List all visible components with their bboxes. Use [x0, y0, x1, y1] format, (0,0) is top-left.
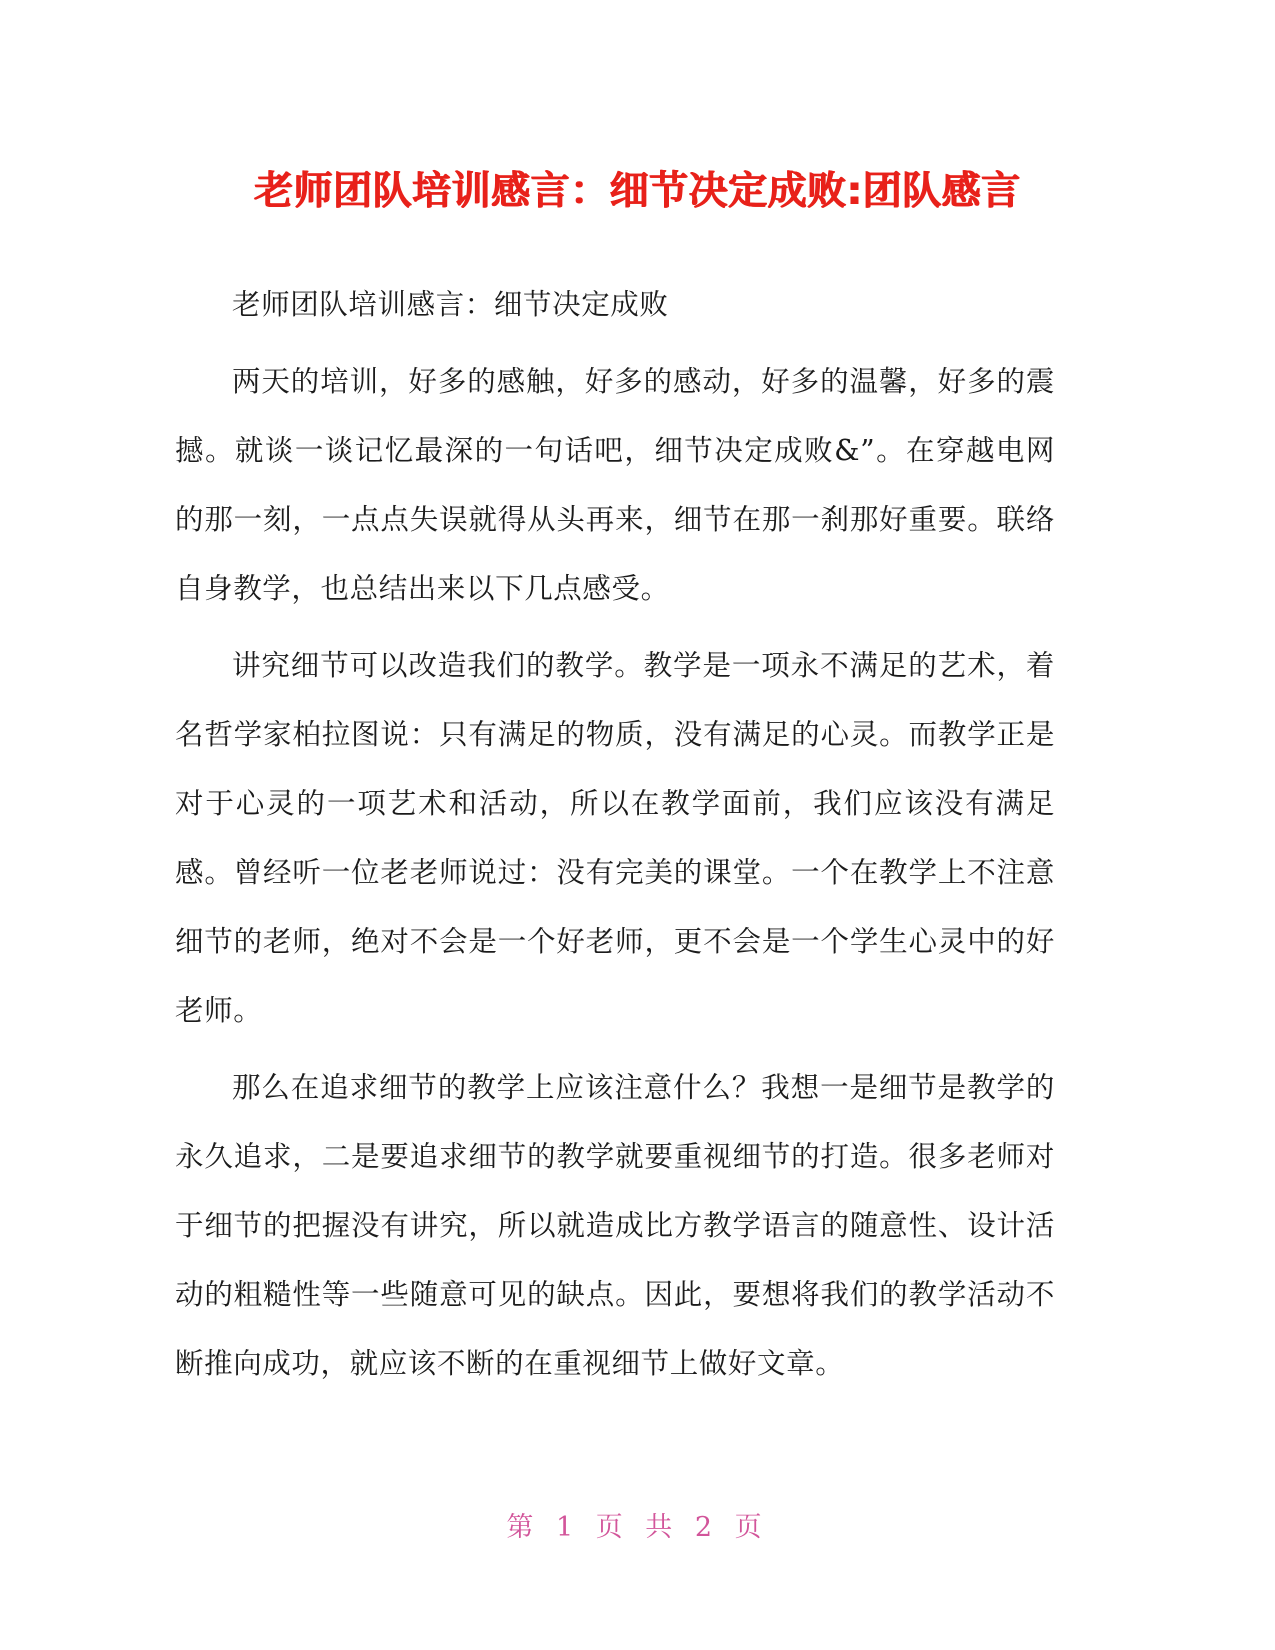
page-title: 老师团队培训感言：细节决定成败:团队感言	[254, 169, 1021, 215]
document-body	[175, 270, 1055, 1398]
body-paragraph: 那么在追求细节的教学上应该注意什么？我想一是细节是教学的永久追求，二是要追求细节的教学就要重视细节的打造。很多老师对于细节的把握没有讲究，所以就造成比方教学语言的随意性、设计活动的粗糙性等一些随意可见的缺点。因此，要想将我们的教学活动不断推向成功，就应该不断的在重视细节上做好文章。	[175, 1071, 1055, 1380]
body-paragraph: 老师团队培训感言：细节决定成败	[232, 288, 669, 321]
page-footer	[0, 1505, 1275, 1544]
body-paragraph: 讲究细节可以改造我们的教学。教学是一项永不满足的艺术，着名哲学家柏拉图说：只有满足的物质，没有满足的心灵。而教学正是对于心灵的一项艺术和活动，所以在教学面前，我们应该没有满足感。曾经听一位老老师说过：没有完美的课堂。一个在教学上不注意细节的老师，绝对不会是一个好老师，更不会是一个学生心灵中的好老师。	[175, 649, 1055, 1027]
body-paragraph: 两天的培训，好多的感触，好多的感动，好多的温馨，好多的震撼。就谈一谈记忆最深的一句话吧，细节决定成败&”。在穿越电网的那一刻，一点点失误就得从头再来，细节在那一刹那好重要。联络自身教学，也总结出来以下几点感受。	[175, 365, 1055, 605]
page-number-label: 第 1 页 共 2 页	[506, 1512, 769, 1543]
